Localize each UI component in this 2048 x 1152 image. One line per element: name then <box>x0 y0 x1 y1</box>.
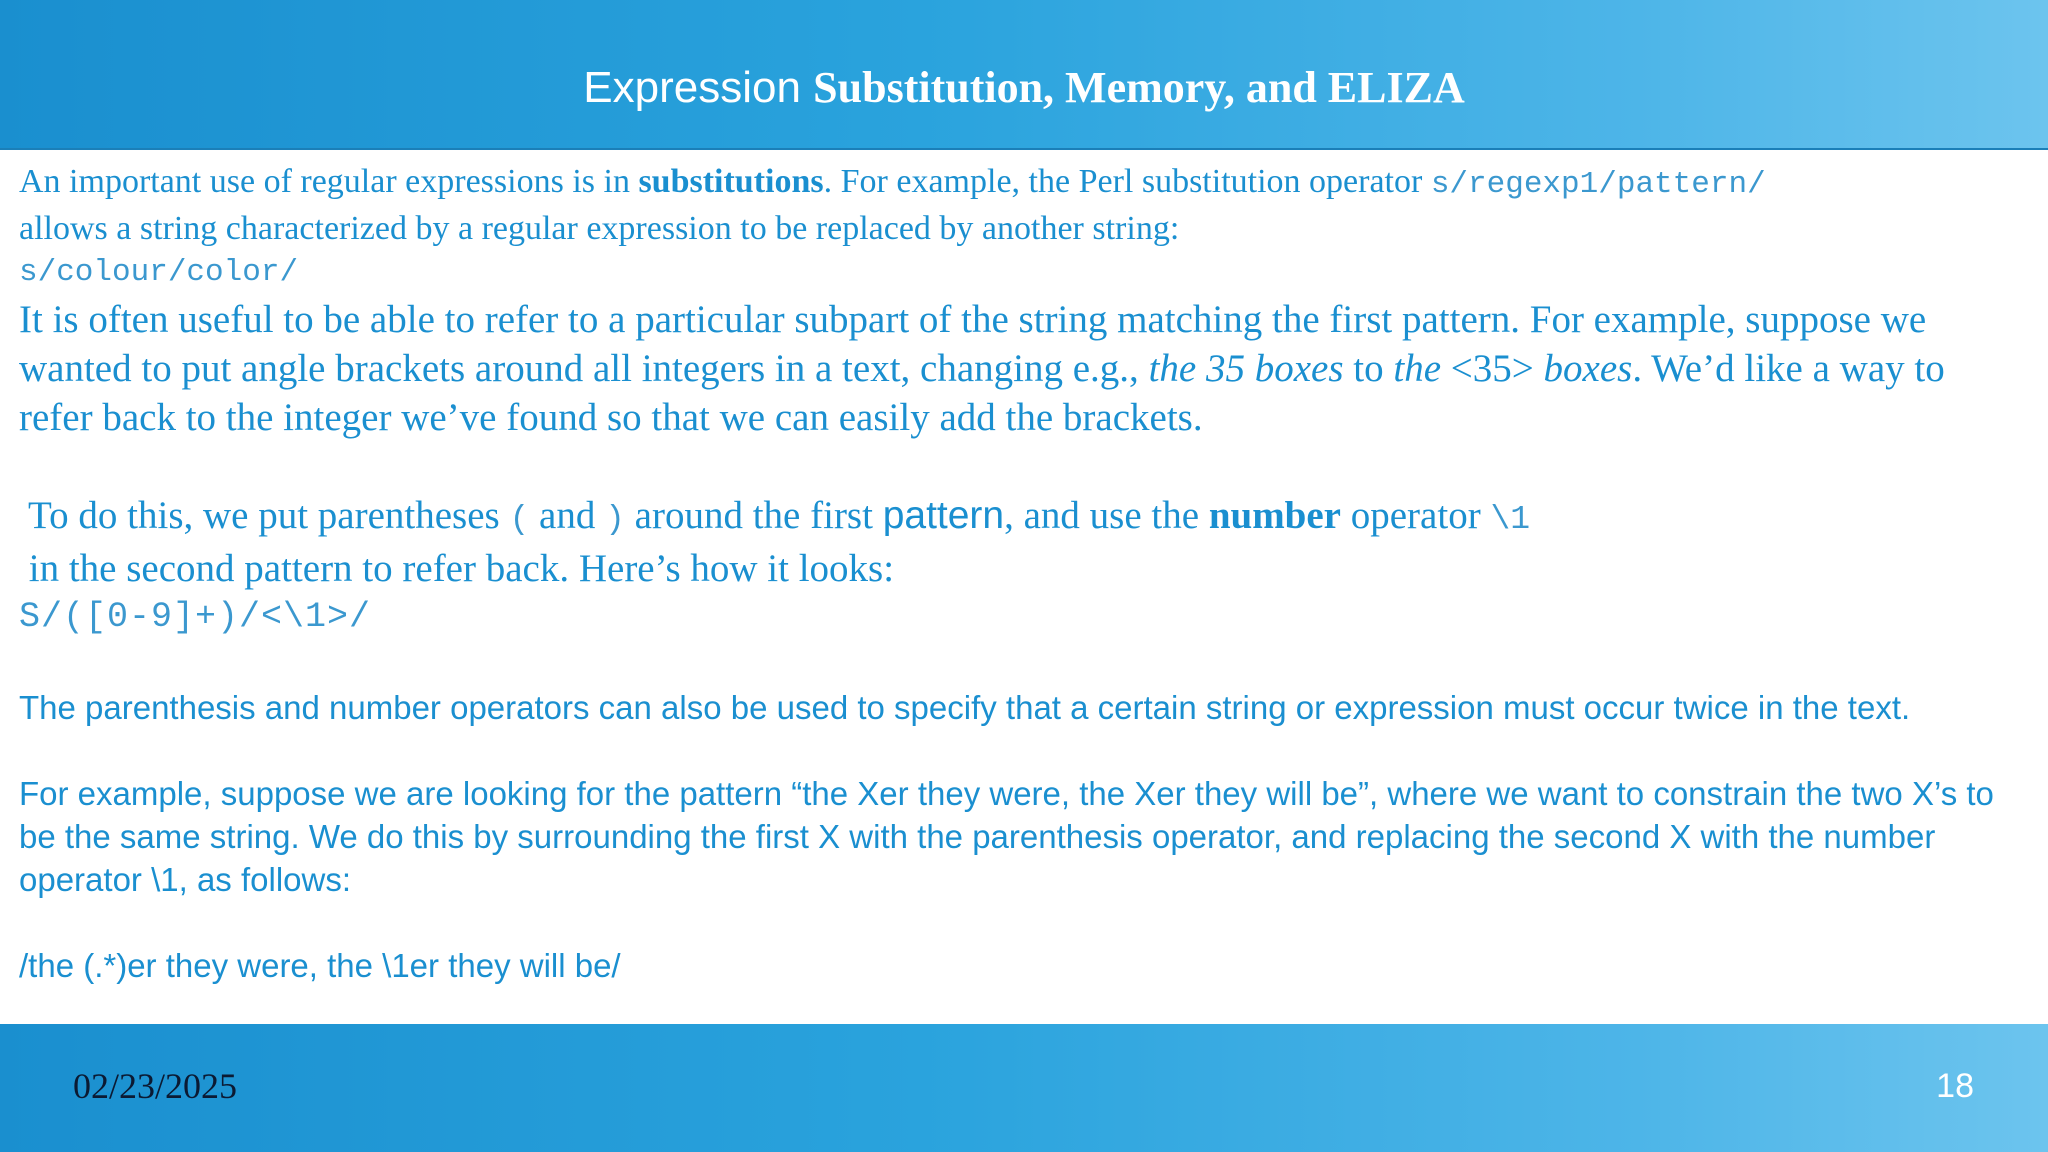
text-run: . We’d like a way to refer back to the integer we’ve found so that we can easily add the brackets. <box>19 347 1945 439</box>
text-run: , and use the <box>1004 494 1209 537</box>
paragraph-substitutions-intro <box>19 160 2019 251</box>
paragraph-xer-example: For example, suppose we are looking for the pattern “the Xer they were, the Xer they will be”, where we want to constrain the two X’s to be the same string. We do this by surrounding the first X with the parenthesis operator, and replacing the second X with the number operator \1, as follows: <box>19 775 1994 898</box>
example-the: the <box>1393 347 1442 390</box>
code-example-integers: S/([0-9]+)/<\1>/ <box>19 597 372 637</box>
code-close-paren: ) <box>605 501 625 538</box>
text-run: To do this, we put parentheses <box>19 494 510 537</box>
text-run: to <box>1343 347 1394 390</box>
code-backreference: \1 <box>1490 501 1531 538</box>
slide-title-part2: Substitution, Memory, and ELIZA <box>813 63 1465 112</box>
text-run: and <box>529 494 606 537</box>
text-run: . For example, the Perl substitution operator <box>823 163 1431 200</box>
term-number: number <box>1208 494 1341 537</box>
example-bracketed-35: <35> <box>1441 347 1544 390</box>
text-run: allows a string characterized by a regular expression to be replaced by another string: <box>19 210 1180 247</box>
text-run: in the second pattern to refer back. Here’s how it looks: <box>19 547 895 590</box>
slide-title <box>0 58 2048 118</box>
text-run: around the first <box>624 494 883 537</box>
code-substitution-operator: s/regexp1/pattern/ <box>1430 167 1766 202</box>
title-bar <box>0 0 2048 150</box>
footer-date: 02/23/2025 <box>73 1066 238 1106</box>
page-number: 18 <box>1936 1067 1974 1105</box>
slide-title-part1: Expression <box>583 63 814 112</box>
text-run: An important use of regular expressions is in <box>19 163 639 200</box>
paragraph-occur-twice: The parenthesis and number operators can also be used to specify that a certain string or expression must occur twice in the text. <box>19 689 1911 726</box>
example-the-35-boxes: the 35 boxes <box>1148 347 1344 390</box>
term-pattern: pattern <box>882 494 1005 537</box>
term-substitutions: substitutions <box>638 163 824 200</box>
text-run: operator <box>1341 494 1491 537</box>
code-open-paren: ( <box>509 501 530 538</box>
paragraph-subpart-reference <box>19 295 2019 442</box>
code-example-colour: s/colour/color/ <box>19 255 299 290</box>
footer-bar <box>0 1024 2048 1152</box>
example-boxes: boxes <box>1543 347 1633 390</box>
regex-xer-example: /the (.*)er they were, the \1er they will be/ <box>19 947 621 984</box>
text-run: It is often useful to be able to refer to a particular subpart of the string matching the first pattern. For example, suppose we wanted to put angle brackets around all integers in a text, changing e.g., <box>19 298 1927 390</box>
slide-body <box>19 160 2019 987</box>
paragraph-parentheses-number <box>19 491 2019 593</box>
